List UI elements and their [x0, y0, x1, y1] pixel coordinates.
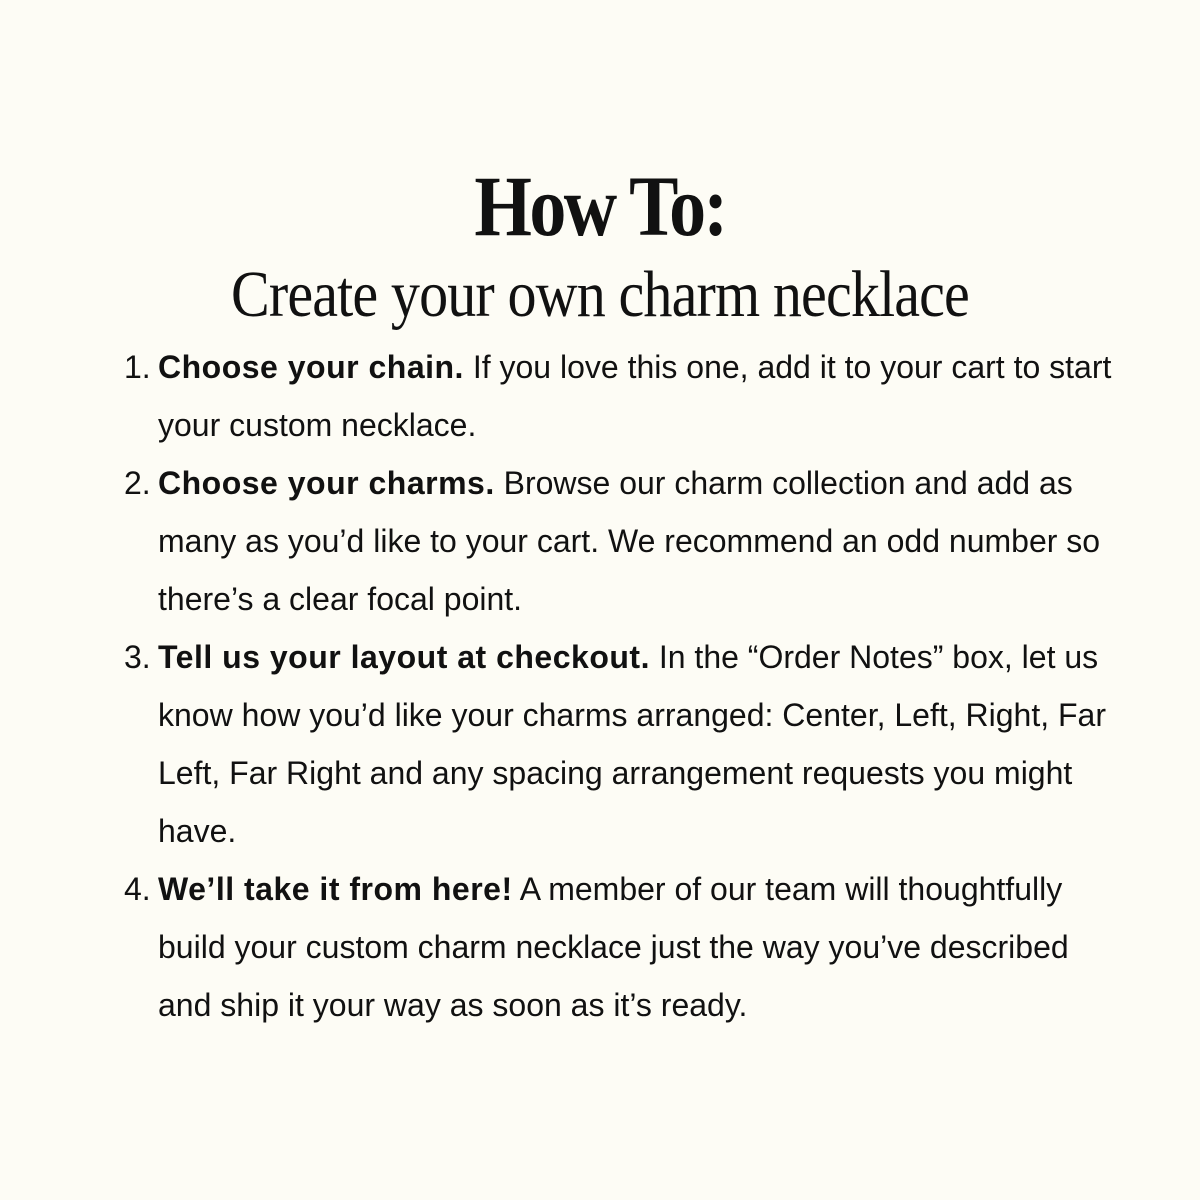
step-3 — [116, 628, 1126, 860]
step-text: If you love this one, add it to your cart to start your custom necklace. — [158, 349, 1112, 443]
step-lead: We’ll take it from here! — [158, 871, 513, 907]
step-4 — [116, 860, 1126, 1034]
step-text: A member of our team will thoughtfully build your custom charm necklace just the way you’ve described and ship it your way as soon as it’s ready. — [158, 871, 1069, 1023]
step-1 — [116, 338, 1126, 454]
step-number: 4. — [124, 871, 151, 907]
steps-list — [116, 338, 1126, 1034]
step-text: In the “Order Notes” box, let us know how you’d like your charms arranged: Center, Left, Right, Far Left, Far Right and any spacing arrangement requests you might have. — [158, 639, 1106, 849]
step-2 — [116, 454, 1126, 628]
step-text: Browse our charm collection and add as many as you’d like to your cart. We recommend an odd number so there’s a clear focal point. — [158, 465, 1101, 617]
page-title: How To: — [474, 157, 726, 254]
step-number: 2. — [124, 465, 151, 501]
step-lead: Choose your charms. — [158, 465, 495, 501]
step-number: 1. — [124, 349, 151, 385]
step-lead: Choose your chain. — [158, 349, 464, 385]
step-lead: Tell us your layout at checkout. — [158, 639, 650, 675]
step-number: 3. — [124, 639, 151, 675]
page-subtitle: Create your own charm necklace — [231, 257, 969, 331]
